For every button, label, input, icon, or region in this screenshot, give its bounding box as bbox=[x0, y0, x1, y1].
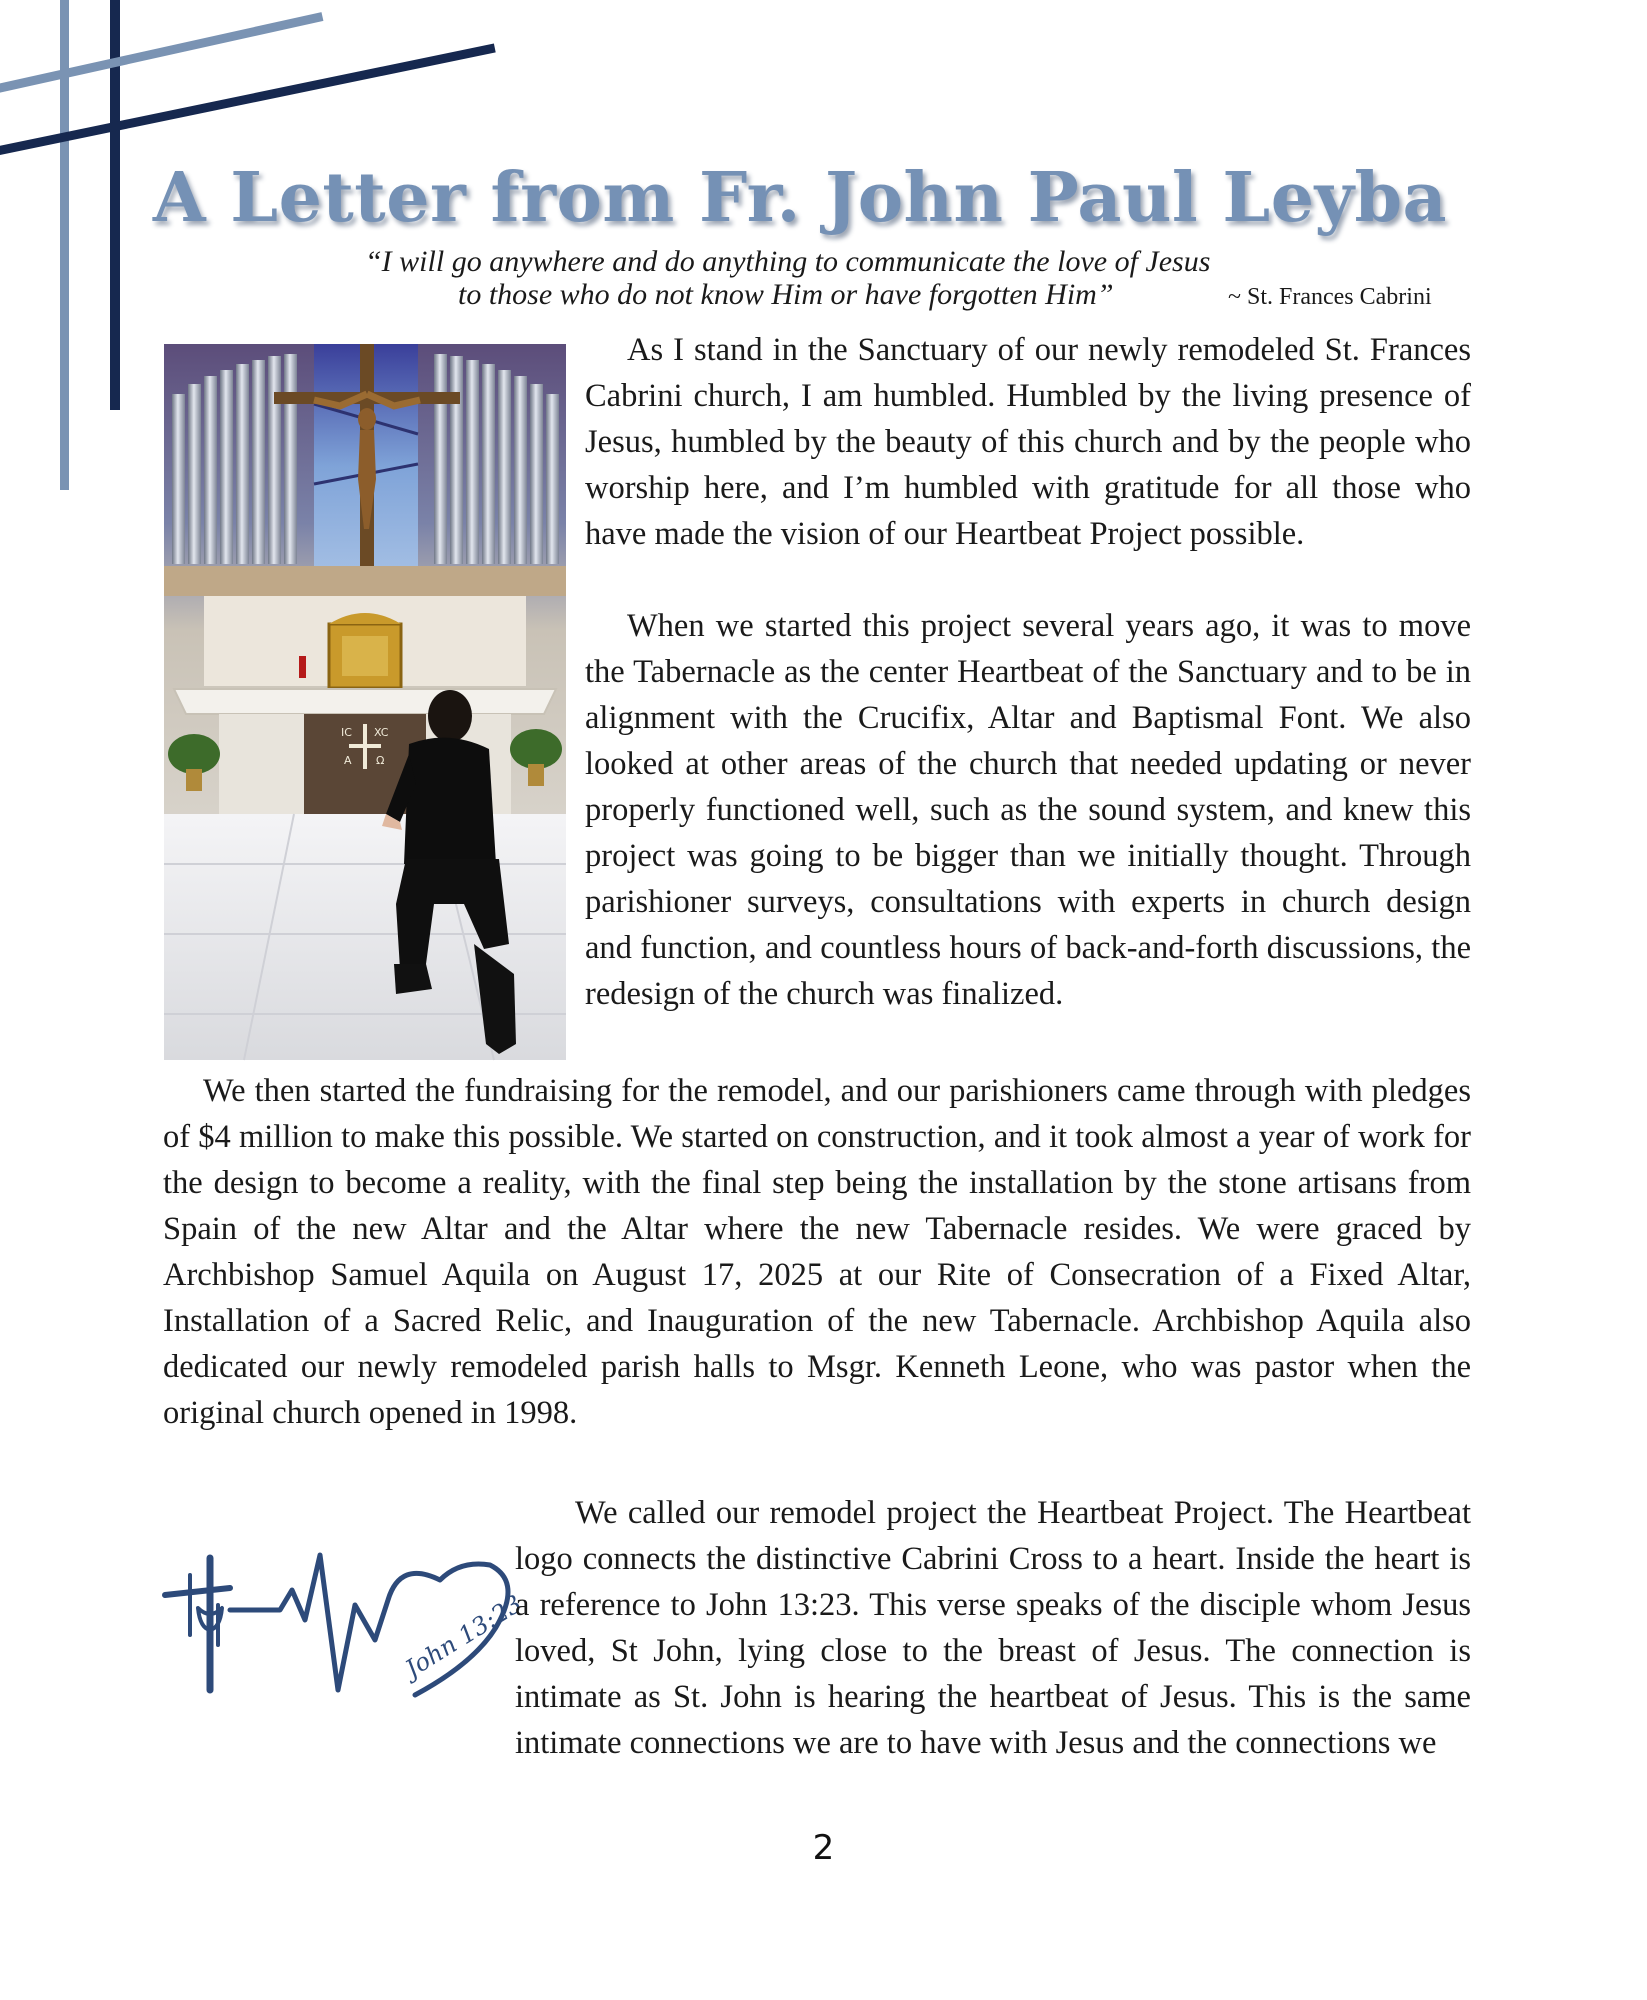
svg-text:A: A bbox=[344, 754, 352, 767]
svg-text:XC: XC bbox=[374, 726, 389, 739]
svg-text:Ω: Ω bbox=[376, 754, 385, 767]
page-title: A Letter from Fr. John Paul Leyba bbox=[152, 158, 1448, 238]
logo-verse-text: John 13:23 bbox=[400, 1589, 527, 1684]
page-number: 2 bbox=[812, 1828, 835, 1868]
sanctuary-photo bbox=[164, 344, 566, 1060]
paragraph-1: As I stand in the Sanctuary of our newly remodeled St. Frances Cabrini church, I am humbled. Humbled by the living presence of Jesus, humbled by the beauty of this church and by the people who worship here, and I’m humbled with gratitude for all those who have made the vision of our Heartbeat Project possible. bbox=[585, 332, 1471, 552]
paragraph-4: We called our remodel project the Heartbeat Project. The Heartbeat logo connects the distinctive Cabrini Cross to a heart. Inside the heart is a reference to John 13:23. This verse speaks of the disciple whom Jesus loved, St John, lying close to the breast of Jesus. The connection is intimate as St. John is hearing the heartbeat of Jesus. This is the same intimate connections we are to have with Jesus and the connections we bbox=[515, 1495, 1471, 1761]
paragraph-3: We then started the fundraising for the remodel, and our parishioners came through with pledges of $4 million to make this possible. We started on construction, and it took almost a year of work for the design to become a reality, with the final step being the installation by the stone artisans from Spain of the new Altar and the Altar where the new Tabernacle resides. We were graced by Archbishop Samuel Aquila on August 17, 2025 at our Rite of Consecration of a Fixed Altar, Installation of a Sacred Relic, and Inauguration of the new Tabernacle. Archbishop Aquila also dedicated our newly remodeled parish halls to Msgr. Kenneth Leone, who was pastor when the original church opened in 1998. bbox=[163, 1073, 1471, 1431]
heartbeat-logo bbox=[160, 1550, 527, 1700]
decor-bar-light-diagonal bbox=[0, 12, 323, 99]
decor-bar-dark-diagonal bbox=[0, 44, 496, 161]
quote-line-1: “I will go anywhere and do anything to communicate the love of Jesus bbox=[365, 245, 1211, 278]
svg-text:IC: IC bbox=[341, 726, 352, 739]
quote-attribution: ~ St. Frances Cabrini bbox=[1228, 284, 1432, 310]
paragraph-2: When we started this project several years ago, it was to move the Tabernacle as the center Heartbeat of the Sanctuary and to be in alignment with the Crucifix, Altar and Baptismal Font. We also looked at other areas of the church that needed updating or never properly functioned well, such as the sound system, and knew this project was going to be bigger than we initially thought. Through parishioner surveys, consultations with experts in church design and function, and countless hours of back-and-forth discussions, the redesign of the church was finalized. bbox=[585, 608, 1471, 1012]
quote-line-2: to those who do not know Him or have forgotten Him” bbox=[458, 278, 1114, 311]
